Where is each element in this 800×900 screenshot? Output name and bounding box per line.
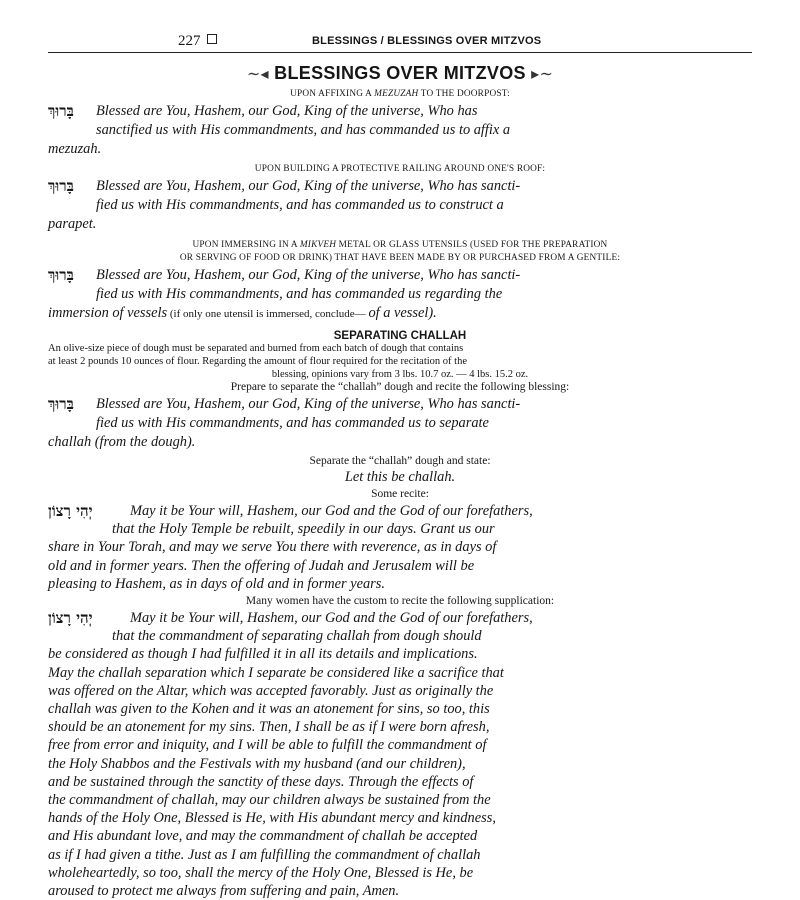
blessing-line: mezuzah.	[48, 141, 102, 157]
prayer-line: May it be Your will, Hashem, our God and the God of our forefathers,	[130, 503, 533, 519]
supplication-line: hands of the Holy One, Blessed is He, with His abundant mercy and kindness,	[48, 810, 496, 827]
supplication-line: the commandment of challah, may our children always be sustained from the	[48, 792, 491, 809]
rubric-state: Separate the “challah” dough and state:	[309, 455, 491, 467]
supplication-line: May the challah separation which I separate be considered like a sacrifice that	[48, 664, 504, 681]
rubric-women: Many women have the custom to recite the following supplication:	[245, 595, 555, 608]
prayer-line: old and in former years. Then the offering of Judah and Jerusalem will be	[48, 557, 475, 574]
supplication-line: aroused to protect me always from suffering and pain, Amen.	[48, 883, 400, 900]
prayer-line: share in Your Torah, and may we serve You there with reverence, as in days of	[48, 539, 497, 556]
blessing-mezuzah	[48, 102, 752, 159]
supplication-line: that the commandment of separating challah from dough should	[112, 628, 482, 645]
blessing-line: Blessed are You, Hashem, our God, King of the universe, Who has	[96, 103, 478, 119]
blessing-line: sanctified us with His commandments, and has commanded us to affix a	[96, 122, 511, 138]
blessing-line: parapet.	[48, 216, 97, 232]
supplication-line: wholeheartedly, so too, shall the mercy of the Holy One, Blessed is He, be	[48, 864, 474, 881]
prayer-line: that the Holy Temple be rebuilt, speedily in our days. Grant us our	[112, 521, 495, 538]
running-header	[48, 30, 752, 53]
blessing-line: Blessed are You, Hashem, our God, King of the universe, Who has sancti-	[96, 396, 521, 412]
blessing-line: fied us with His commandments, and has commanded us to separate	[96, 415, 489, 431]
supplication-line: and His abundant love, and may the commandment of challah be accepted	[48, 828, 478, 845]
blessing-line: challah (from the dough).	[48, 434, 196, 450]
square-ornament-icon	[207, 34, 217, 44]
blessing-line: fied us with His commandments, and has commanded us to construct a	[96, 197, 504, 213]
left-flourish-icon: ∼◂	[246, 66, 269, 83]
running-title: BLESSINGS / BLESSINGS OVER MITZVOS	[312, 35, 542, 47]
page-number: 227	[178, 33, 217, 50]
supplication-line: should be an atonement for my sins. Then, I shall be as if I were born afresh,	[48, 719, 490, 736]
rubric-mezuzah: UPON AFFIXING A MEZUZAH TO THE DOORPOST:	[290, 89, 510, 99]
supplication-line: be considered as though I had fulfilled it in all its details and implications.	[48, 646, 478, 663]
rubric-immersion: UPON IMMERSING IN A MIKVEH METAL OR GLASS UTENSILS (USED FOR THE PREPARATION OR SERVING OF FOOD OR DRINK) THAT HAVE BEEN MADE BY OR PURCHASED FROM A GENTILE:	[179, 240, 621, 263]
hebrew-baruch: בָּרוּךְ	[48, 266, 74, 284]
hebrew-baruch: בָּרוּךְ	[48, 177, 74, 195]
hebrew-baruch: בָּרוּךְ	[48, 395, 74, 413]
supplication-line: free from error and iniquity, and I will be able to fulfill the commandment of	[48, 737, 487, 754]
rubric-some-recite: Some recite:	[371, 488, 429, 500]
supplication-line: the Holy Shabbos and the Festivals with my husband (and our children),	[48, 755, 466, 772]
hebrew-baruch: בָּרוּךְ	[48, 102, 74, 120]
hebrew-yehi-ratzon: יְהִי רָצוֹן	[48, 609, 93, 628]
supplication	[48, 609, 752, 900]
challah-instructions: An olive-size piece of dough must be separated and burned from each batch of dough that contains at least 2 pounds 10 ounces of flour. Regarding the amount of flour required for the recitation of the blessing, opinions vary from 3 lbs. 10.7 oz. — 4 lbs. 15.2 oz. Prepare to separate the “challah” dough and recite the following blessing:	[48, 343, 570, 393]
challah-heading: SEPARATING CHALLAH	[333, 330, 467, 342]
section-title: ∼◂ BLESSINGS OVER MITZVOS ▸∼	[246, 63, 554, 83]
blessing-parapet	[48, 177, 752, 234]
rubric-parapet: UPON BUILDING A PROTECTIVE RAILING AROUND ONE'S ROOF:	[254, 164, 546, 174]
blessing-line: Blessed are You, Hashem, our God, King of the universe, Who has sancti-	[96, 178, 521, 194]
supplication-line: May it be Your will, Hashem, our God and the God of our forefathers,	[130, 610, 533, 627]
blessing-line: Blessed are You, Hashem, our God, King of the universe, Who has sancti-	[96, 267, 521, 283]
blessing-immersion	[48, 266, 752, 324]
supplication-line: challah was given to the Kohen and it was an atonement for sins, so too, this	[48, 701, 490, 718]
prayer-temple	[48, 502, 752, 593]
supplication-line: and be sustained through the sanctity of these days. Through the effects of	[48, 773, 474, 790]
prayer-line: pleasing to Hashem, as in days of old and in former years.	[48, 575, 385, 592]
blessing-challah	[48, 395, 752, 452]
hebrew-yehi-ratzon: יְהִי רָצוֹן	[48, 502, 93, 520]
supplication-line: as if I had given a tithe. Just as I am fulfilling the commandment of challah	[48, 846, 481, 863]
statement: Let this be challah.	[344, 469, 456, 485]
blessing-line: fied us with His commandments, and has commanded us regarding the	[96, 286, 503, 302]
supplication-line: was offered on the Altar, which was accepted favorably. Just as originally the	[48, 682, 494, 699]
page	[48, 30, 752, 900]
right-flourish-icon: ▸∼	[531, 66, 554, 83]
blessing-line: immersion of vessels (if only one utensil is immersed, conclude— of a vessel).	[48, 305, 437, 321]
